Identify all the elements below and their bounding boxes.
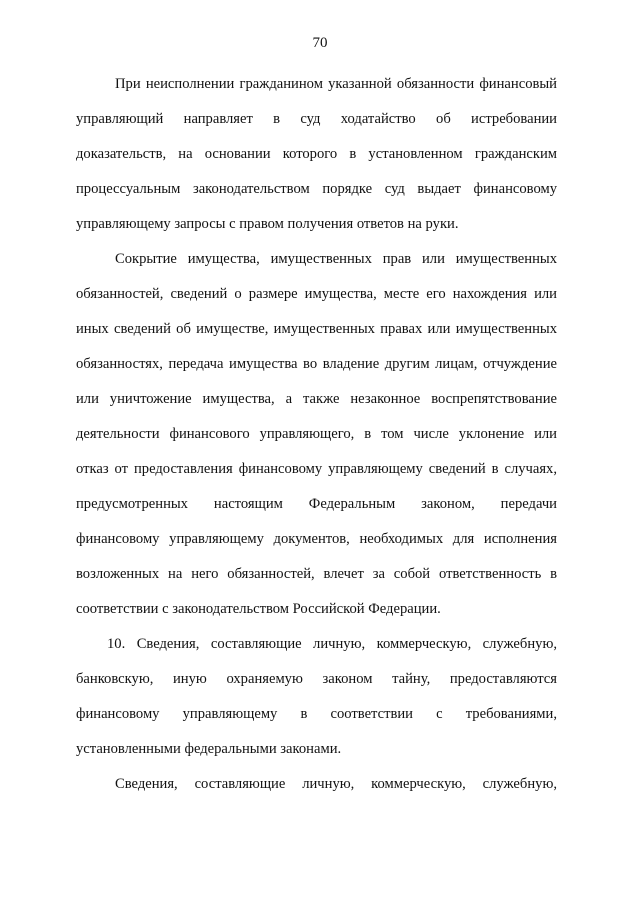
paragraph-2: [76, 242, 557, 627]
page-number: 70: [312, 35, 328, 51]
paragraph-1: [76, 67, 557, 242]
text-line: установленными федеральными законами.: [76, 741, 342, 757]
text-line: Сокрытие имущества, имущественных прав или имущественных: [115, 251, 557, 267]
text-line: процессуальным законодательством порядке суд выдает финансовому: [76, 181, 557, 197]
text-line: деятельности финансового управляющего, в том числе уклонение или: [76, 426, 557, 442]
text-line: иных сведений об имуществе, имущественных правах или имущественных: [76, 321, 557, 337]
text-line: доказательств, на основании которого в установленном гражданским: [76, 146, 557, 162]
text-line: финансовому управляющему в соответствии с требованиями,: [76, 706, 557, 722]
text-line: финансовому управляющему документов, необходимых для исполнения: [76, 531, 557, 547]
text-line: отказ от предоставления финансовому управляющему сведений в случаях,: [76, 461, 557, 477]
text-line: или уничтожение имущества, а также незаконное воспрепятствование: [76, 391, 557, 407]
text-line: управляющему запросы с правом получения ответов на руки.: [76, 216, 459, 232]
text-line: управляющий направляет в суд ходатайство об истребовании: [76, 111, 557, 127]
text-line: 10. Сведения, составляющие личную, коммерческую, служебную,: [107, 636, 557, 652]
text-line: обязанностях, передача имущества во владение другим лицам, отчуждение: [76, 356, 557, 372]
text-line: банковскую, иную охраняемую законом тайну, предоставляются: [76, 671, 557, 687]
text-line: Сведения, составляющие личную, коммерческую, служебную,: [115, 776, 557, 792]
text-line: обязанностей, сведений о размере имущества, месте его нахождения или: [76, 286, 557, 302]
document-body: [76, 67, 557, 802]
text-line: предусмотренных настоящим Федеральным законом, передачи: [76, 496, 557, 512]
text-line: соответствии с законодательством Российской Федерации.: [76, 601, 441, 617]
paragraph-4: [76, 767, 557, 802]
text-line: При неисполнении гражданином указанной обязанности финансовый: [115, 76, 557, 92]
paragraph-3: [76, 627, 557, 767]
text-line: возложенных на него обязанностей, влечет за собой ответственность в: [76, 566, 557, 582]
